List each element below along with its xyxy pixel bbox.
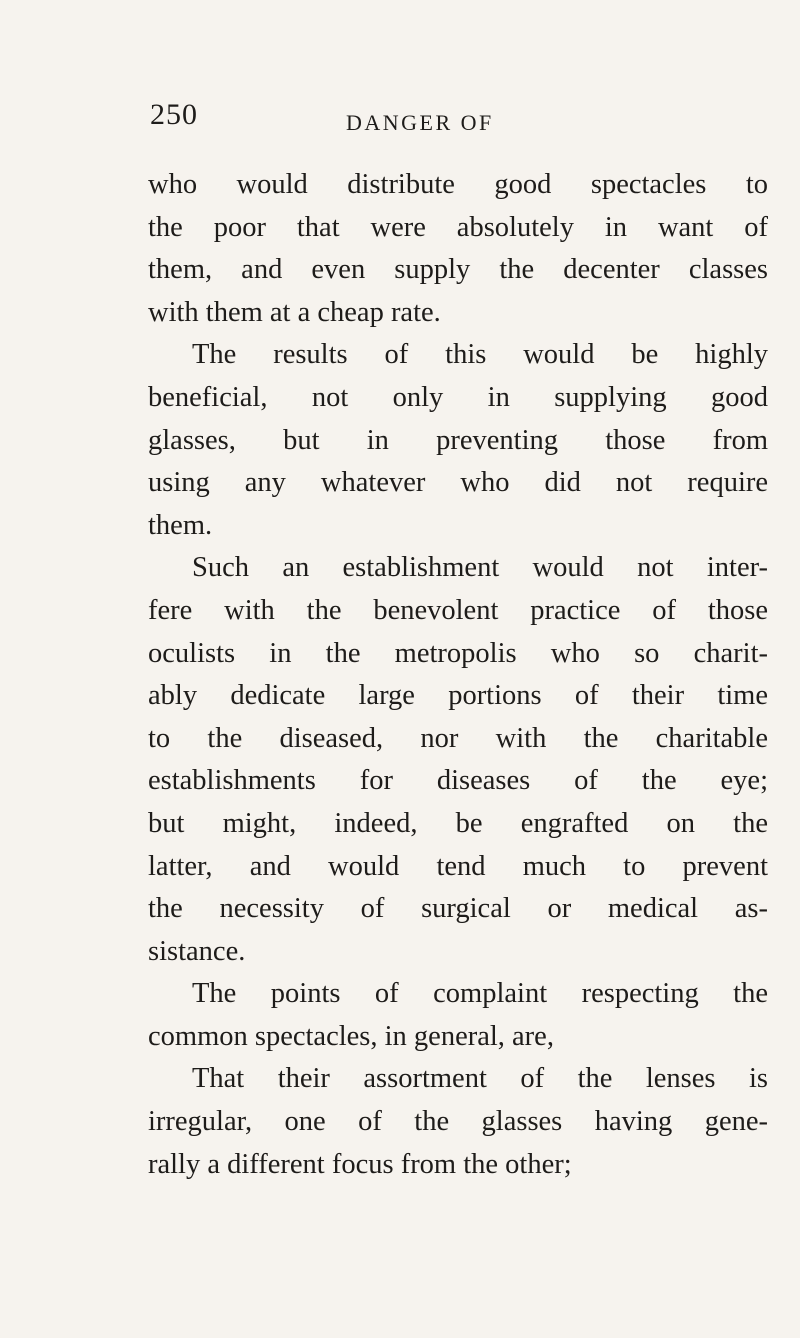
text-line: beneficial, not only in supplying good	[148, 381, 768, 413]
page-number: 250	[150, 98, 198, 131]
text-line: irregular, one of the glasses having gene-	[148, 1106, 768, 1138]
text-line: the necessity of surgical or medical as-	[148, 893, 768, 925]
text-line: glasses, but in preventing those from	[148, 424, 768, 456]
text-line: who would distribute good spectacles to	[148, 169, 768, 200]
text-line: rally a different focus from the other;	[148, 1148, 572, 1180]
text-line: The points of complaint respecting the	[192, 978, 768, 1010]
text-line: with them at a cheap rate.	[148, 296, 441, 328]
text-line: Such an establishment would not inter-	[192, 552, 768, 584]
text-line: them.	[148, 509, 213, 541]
text-line: common spectacles, in general, are,	[148, 1020, 554, 1052]
text-line: That their assortment of the lenses is	[192, 1063, 768, 1095]
text-line: establishments for diseases of the eye;	[148, 765, 768, 797]
text-line: them, and even supply the decenter classes	[148, 254, 768, 286]
text-line: oculists in the metropolis who so charit-	[148, 637, 768, 669]
text-line: fere with the benevolent practice of those	[148, 594, 768, 626]
running-head: DANGER OF	[346, 110, 494, 135]
body-text	[148, 164, 768, 1186]
page-header	[150, 98, 630, 138]
text-line: the poor that were absolutely in want of	[148, 211, 768, 243]
text-line: using any whatever who did not require	[148, 467, 768, 499]
text-line: latter, and would tend much to prevent	[148, 850, 768, 882]
text-line: to the diseased, nor with the charitable	[148, 722, 768, 754]
text-line: The results of this would be highly	[192, 339, 768, 371]
text-line: sistance.	[148, 935, 246, 967]
text-line: ably dedicate large portions of their time	[148, 680, 768, 712]
text-line: but might, indeed, be engrafted on the	[148, 807, 768, 839]
